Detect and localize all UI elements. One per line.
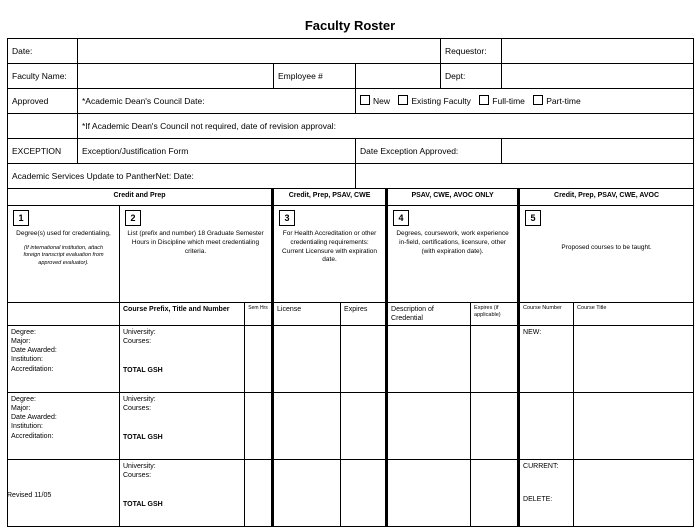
grid-description-row: [8, 206, 694, 303]
current-label: CURRENT:: [523, 463, 559, 471]
column-1-description: Degree(s) used for credentialing,: [16, 230, 111, 237]
date-exception-approved-label: Date Exception Approved:: [356, 139, 502, 164]
license-expires-cell-2[interactable]: [341, 393, 387, 460]
column-4-description-cell: [387, 206, 519, 303]
course-title-delete-cell[interactable]: [574, 460, 694, 527]
credentials-grid-table: [7, 188, 694, 527]
exception-form-label: Exception/Justification Form: [78, 139, 356, 164]
column-5-description: Proposed courses to be taught.: [561, 244, 652, 251]
subheader-expires-if-applicable: Expires (if applicable): [471, 303, 519, 326]
grid-subheader-row: [8, 303, 694, 326]
license-cell-3[interactable]: [273, 460, 341, 527]
degree-label-2: Degree:: [11, 396, 36, 404]
institution-label-2: Institution:: [11, 423, 43, 431]
subheader-course-prefix-title-number: Course Prefix, Title and Number: [120, 303, 245, 326]
column-number-badge: 5: [525, 210, 541, 226]
license-cell-1[interactable]: [273, 326, 341, 393]
revised-date: Revised 11/05: [7, 492, 52, 499]
status-checkbox-group: [356, 89, 694, 114]
employee-number-field[interactable]: [356, 64, 441, 89]
checkbox-icon[interactable]: [360, 95, 370, 105]
courses-label-3: Courses:: [123, 472, 152, 480]
subheader-course-number: Course Number: [519, 303, 574, 326]
subheader-sem-hrs: Sem Hrs: [245, 303, 273, 326]
page-title: Faculty Roster: [304, 18, 396, 33]
form-row-revision-approval: [8, 114, 694, 139]
grid-group-header-row: [8, 189, 694, 206]
checkbox-existing-faculty[interactable]: [398, 95, 471, 107]
grid-body-row: [8, 460, 694, 527]
sem-hrs-cell-2[interactable]: [245, 393, 273, 460]
form-row-date: [8, 39, 694, 64]
checkbox-part-time[interactable]: [533, 95, 580, 107]
faculty-name-field[interactable]: [78, 64, 274, 89]
column-number-badge: 2: [125, 210, 141, 226]
credential-expires-cell-1[interactable]: [471, 326, 519, 393]
degree-block-2[interactable]: [8, 393, 120, 460]
date-field[interactable]: [78, 39, 441, 64]
major-label-2: Major:: [11, 405, 31, 413]
form-row-faculty-name: [8, 64, 694, 89]
courses-block-2[interactable]: [120, 393, 245, 460]
accreditation-label-2: Accreditation:: [11, 432, 54, 440]
form-row-exception: [8, 139, 694, 164]
subheader-description-of-credential: Description of Credential: [387, 303, 471, 326]
degree-block-1[interactable]: [8, 326, 120, 393]
column-3-description-cell: [273, 206, 387, 303]
form-row-approved: [8, 89, 694, 114]
grid-body-row: [8, 326, 694, 393]
license-expires-cell-3[interactable]: [341, 460, 387, 527]
header-form-table: [7, 38, 694, 189]
exception-label: EXCEPTION: [8, 139, 78, 164]
date-exception-approved-field[interactable]: [502, 139, 694, 164]
group-header-credit-prep-psav-cwe: Credit, Prep, PSAV, CWE: [273, 189, 387, 206]
column-number-badge: 3: [279, 210, 295, 226]
subheader-expires: Expires: [341, 303, 387, 326]
column-2-description: List (prefix and number) 18 Graduate Semester Hours in Discipline which meet credentialing criteria.: [127, 230, 264, 255]
academic-deans-council-label: *Academic Dean's Council Date:: [78, 89, 356, 114]
dept-label: Dept:: [441, 64, 502, 89]
checkbox-icon[interactable]: [533, 95, 543, 105]
university-label-3: University:: [123, 463, 156, 471]
checkbox-new-label: New: [373, 96, 391, 107]
column-1-note: (If international institution, attach foreign transcript evaluation from approved evaluator).: [23, 244, 104, 266]
credential-expires-cell-2[interactable]: [471, 393, 519, 460]
sem-hrs-cell-1[interactable]: [245, 326, 273, 393]
column-2-description-cell: [120, 206, 273, 303]
total-gsh-label-2: TOTAL GSH: [123, 434, 163, 442]
course-number-new-cell[interactable]: [519, 326, 574, 393]
sem-hrs-cell-3[interactable]: [245, 460, 273, 527]
courses-block-1[interactable]: [120, 326, 245, 393]
credential-cell-2[interactable]: [387, 393, 471, 460]
subheader-license: License: [273, 303, 341, 326]
faculty-name-label: Faculty Name:: [8, 64, 78, 89]
course-title-new-cell[interactable]: [574, 326, 694, 393]
courses-label-2: Courses:: [123, 405, 152, 413]
checkbox-icon[interactable]: [479, 95, 489, 105]
dept-field[interactable]: [502, 64, 694, 89]
column-5-description-cell: [519, 206, 694, 303]
checkbox-full-time-label: Full-time: [492, 96, 525, 107]
requestor-field[interactable]: [502, 39, 694, 64]
date-label: Date:: [8, 39, 78, 64]
group-header-credit-prep-psav-cwe-avoc: Credit, Prep, PSAV, CWE, AVOC: [519, 189, 694, 206]
panthernet-field[interactable]: [356, 164, 694, 189]
degree-label-1: Degree:: [11, 329, 36, 337]
delete-label: DELETE:: [523, 496, 553, 504]
group-header-credit-and-prep: Credit and Prep: [8, 189, 273, 206]
employee-number-label: Employee #: [274, 64, 356, 89]
date-awarded-label-2: Date Awarded:: [11, 414, 57, 422]
grid-body-row: [8, 393, 694, 460]
approved-label: Approved: [8, 89, 78, 114]
subheader-course-title: Course Title: [574, 303, 694, 326]
institution-label-1: Institution:: [11, 356, 43, 364]
group-header-psav-cwe-avoc-only: PSAV, CWE, AVOC ONLY: [387, 189, 519, 206]
checkbox-part-time-label: Part-time: [546, 96, 581, 107]
requestor-label: Requestor:: [441, 39, 502, 64]
revision-approval-spacer: [8, 114, 78, 139]
panthernet-label: Academic Services Update to PantherNet: Date:: [8, 164, 356, 189]
course-number-current-cell[interactable]: [519, 393, 574, 460]
checkbox-icon[interactable]: [398, 95, 408, 105]
new-label: NEW:: [523, 329, 542, 337]
university-label-1: University:: [123, 329, 156, 337]
checkbox-new[interactable]: [360, 95, 390, 107]
column-number-badge: 4: [393, 210, 409, 226]
credential-expires-cell-3[interactable]: [471, 460, 519, 527]
course-number-delete-cell[interactable]: [519, 460, 574, 527]
column-3-description: For Health Accreditation or other credentialing requirements: Current Licensure with expiration date.: [282, 230, 378, 264]
major-label-1: Major:: [11, 338, 31, 346]
license-cell-2[interactable]: [273, 393, 341, 460]
checkbox-existing-faculty-label: Existing Faculty: [411, 96, 471, 107]
revision-approval-label: *If Academic Dean's Council not required, date of revision approval:: [78, 114, 694, 139]
accreditation-label-1: Accreditation:: [11, 365, 54, 373]
credential-cell-1[interactable]: [387, 326, 471, 393]
courses-block-3[interactable]: [120, 460, 245, 527]
license-expires-cell-1[interactable]: [341, 326, 387, 393]
total-gsh-label-1: TOTAL GSH: [123, 367, 163, 375]
column-number-badge: 1: [13, 210, 29, 226]
form-row-panthernet: [8, 164, 694, 189]
column-1-subheader-empty: [8, 303, 120, 326]
courses-label-1: Courses:: [123, 338, 152, 346]
course-title-current-cell[interactable]: [574, 393, 694, 460]
checkbox-full-time[interactable]: [479, 95, 525, 107]
column-1-description-cell: [8, 206, 120, 303]
university-label-2: University:: [123, 396, 156, 404]
column-4-description: Degrees, coursework, work experience in-field, certifications, licensure, other (with expiration date).: [396, 230, 509, 255]
total-gsh-label-3: TOTAL GSH: [123, 501, 163, 509]
date-awarded-label-1: Date Awarded:: [11, 347, 57, 355]
credential-cell-3[interactable]: [387, 460, 471, 527]
